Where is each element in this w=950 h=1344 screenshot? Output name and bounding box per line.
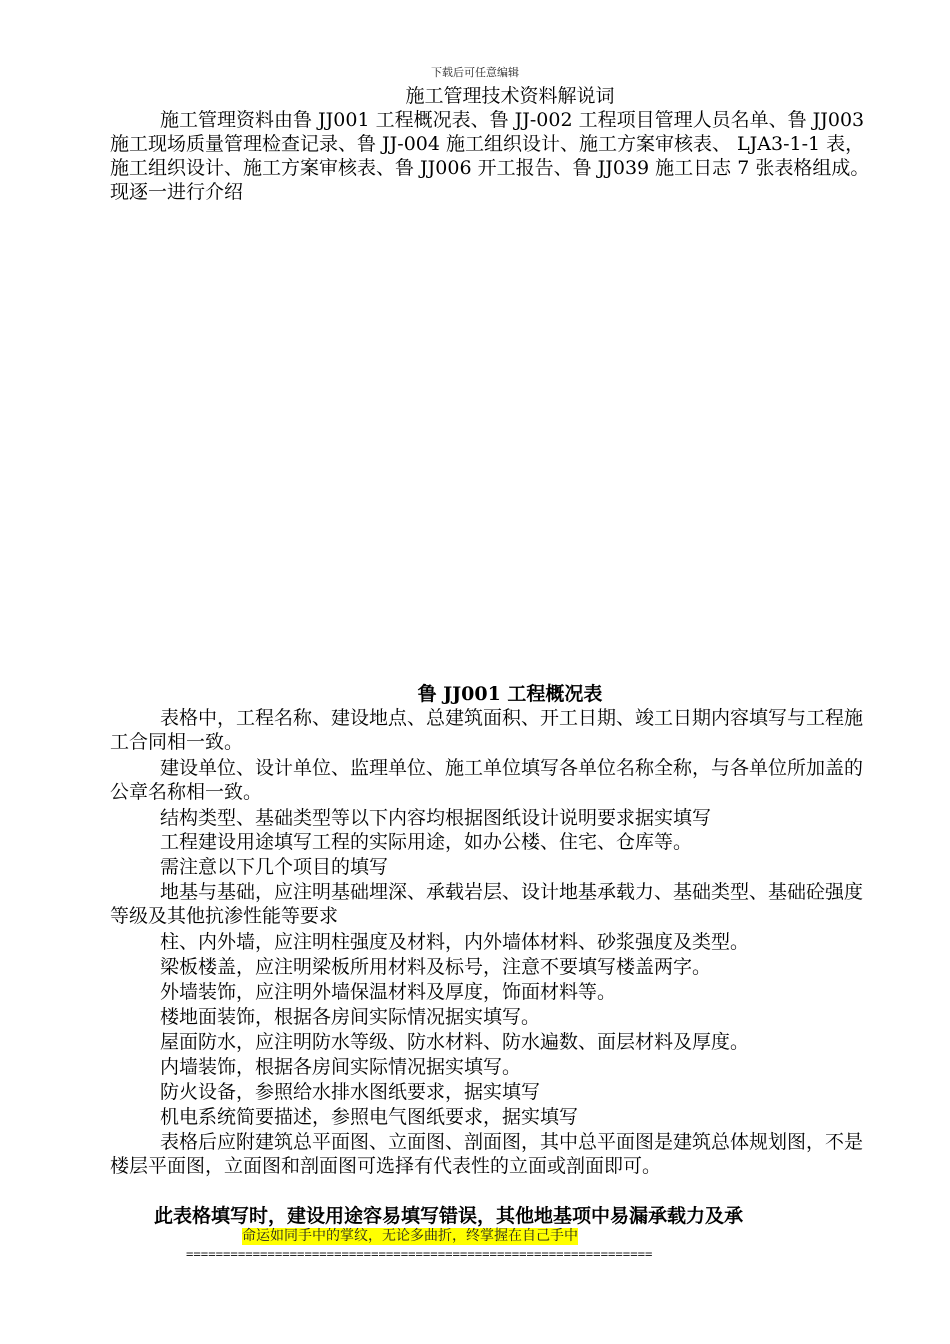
body-paragraph: 内墙装饰，根据各房间实际情况据实填写。 <box>160 1056 522 1078</box>
body-paragraph: 工程建设用途填写工程的实际用途，如办公楼、住宅、仓库等。 <box>160 831 693 853</box>
section-title: 鲁 JJ001 工程概况表 <box>417 683 603 705</box>
body-paragraph: 防火设备，参照给水排水图纸要求，据实填写 <box>160 1081 541 1103</box>
body-paragraph: 地基与基础，应注明基础埋深、承载岩层、设计地基承载力、基础类型、基础砼强度等级及其他抗渗性能等要求 <box>110 881 864 927</box>
body-paragraph: 结构类型、基础类型等以下内容均根据图纸设计说明要求据实填写 <box>160 807 712 829</box>
body-paragraph: 表格后应附建筑总平面图、立面图、剖面图，其中总平面图是建筑总体规划图，不是楼层平面图，立面图和剖面图可选择有代表性的立面或剖面即可。 <box>110 1131 864 1177</box>
body-paragraph: 机电系统简要描述，参照电气图纸要求，据实填写 <box>160 1106 579 1128</box>
warning-note: 此表格填写时，建设用途容易填写错误，其他地基项中易漏承载力及承 <box>154 1205 744 1227</box>
footer-divider: =============================================================== <box>186 1247 653 1261</box>
body-paragraph: 屋面防水，应注明防水等级、防水材料、防水遍数、面层材料及厚度。 <box>160 1031 750 1053</box>
body-paragraph: 楼地面装饰，根据各房间实际情况据实填写。 <box>160 1006 541 1028</box>
body-paragraph: 外墙装饰，应注明外墙保温材料及厚度，饰面材料等。 <box>160 981 617 1003</box>
document-title: 施工管理技术资料解说词 <box>405 85 615 107</box>
motto-highlight: 命运如同手中的掌纹，无论多曲折，终掌握在自己手中 <box>242 1228 578 1244</box>
body-paragraph: 需注意以下几个项目的填写 <box>160 856 389 878</box>
intro-paragraph: 施工管理资料由鲁 JJ001 工程概况表、鲁 JJ-002 工程项目管理人员名单、鲁 JJ003 施工现场质量管理检查记录、鲁 JJ-004 施工组织设计、施工方案审核表、 LJA3-1-1 表，施工组织设计、施工方案审核表、鲁 JJ006 开工报告、鲁 JJ039 施工日志 7 张表格组成。现逐一进行介绍 <box>110 109 870 203</box>
body-paragraph: 表格中，工程名称、建设地点、总建筑面积、开工日期、竣工日期内容填写与工程施工合同相一致。 <box>110 707 864 753</box>
body-paragraph: 梁板楼盖，应注明梁板所用材料及标号，注意不要填写楼盖两字。 <box>160 956 712 978</box>
body-paragraph: 建设单位、设计单位、监理单位、施工单位填写各单位名称全称，与各单位所加盖的公章名称相一致。 <box>110 757 864 803</box>
header-note: 下载后可任意编辑 <box>431 66 519 79</box>
body-paragraph: 柱、内外墙，应注明柱强度及材料，内外墙体材料、砂浆强度及类型。 <box>160 931 750 953</box>
